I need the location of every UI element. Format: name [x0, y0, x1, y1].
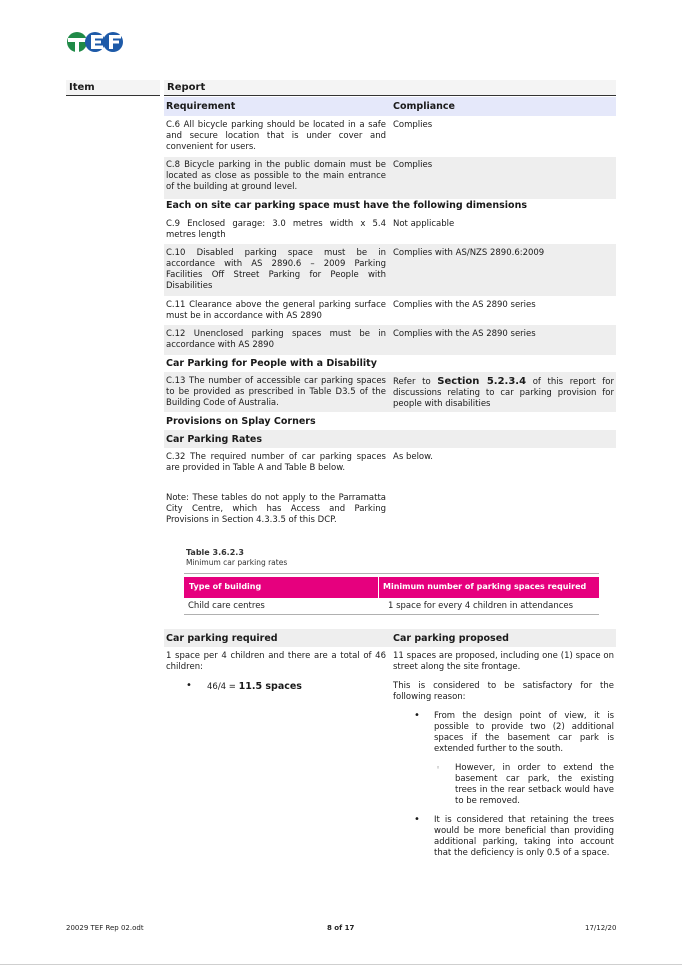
- reason-bullet-2: It is considered that retaining the trees would be more beneficial than providing additional parking, taking into account that the deficiency is only 0.5 of a space.: [434, 815, 614, 858]
- sub-bullet-icon: ◦: [436, 764, 441, 772]
- note-text: Note: These tables do not apply to the Parramatta City Centre, which has Access and Parking Provisions in Section 4.3.3.5 of this DCP.: [166, 493, 386, 525]
- c8-compliance: Complies: [393, 160, 433, 170]
- tef-logo: [66, 31, 124, 53]
- compliance-heading: Compliance: [393, 101, 455, 112]
- c11-requirement: C.11 Clearance above the general parking surface must be in accordance with AS 2890: [166, 300, 386, 321]
- bullet-icon: •: [414, 814, 420, 825]
- inset-table-title: Table 3.6.2.3: [186, 548, 244, 557]
- inset-table-row-type: Child care centres: [188, 601, 265, 611]
- footer-page-number: 8 of 17: [327, 924, 355, 932]
- rates-heading: Car Parking Rates: [166, 434, 262, 445]
- c11-compliance: Complies with the AS 2890 series: [393, 300, 536, 310]
- inset-table-divider: [378, 577, 379, 598]
- bullet-icon: •: [186, 680, 192, 691]
- c9-compliance: Not applicable: [393, 219, 455, 229]
- c8-requirement: C.8 Bicycle parking in the public domain must be located as close as possible to the main entrance of the building at ground level.: [166, 160, 386, 192]
- c32-requirement: C.32 The required number of car parking spaces are provided in Table A and Table B below.: [166, 452, 386, 473]
- inset-table-header: [184, 577, 599, 598]
- requirement-heading: Requirement: [166, 101, 236, 112]
- satisfactory-text: This is considered to be satisfactory for the following reason:: [393, 681, 614, 702]
- footer-document-name: 20029 TEF Rep 02.odt: [66, 924, 144, 932]
- c6-requirement: C.6 All bicycle parking should be located in a safe and secure location that is under cover and convenient for users.: [166, 120, 386, 152]
- splay-corners-heading: Provisions on Splay Corners: [166, 416, 316, 427]
- c6-compliance: Complies: [393, 120, 433, 130]
- column-header-item: Item: [66, 80, 160, 96]
- inset-table-row-value: 1 space for every 4 children in attendances: [388, 601, 574, 611]
- dimensions-heading: Each on site car parking space must have the following dimensions: [166, 200, 527, 211]
- svg-text:TEF: TEF: [95, 52, 97, 53]
- c10-requirement: C.10 Disabled parking space must be in accordance with AS 2890.6 – 2009 Parking Facilities Off Street Parking for People with Disabilities: [166, 248, 386, 291]
- parking-required-text: 1 space per 4 children and there are a total of 46 children:: [166, 651, 386, 672]
- footer-date: 17/12/20: [585, 924, 617, 932]
- bullet-icon: •: [414, 710, 420, 721]
- inset-table-col2: Minimum number of parking spaces required: [383, 582, 587, 591]
- c12-requirement: C.12 Unenclosed parking spaces must be in accordance with AS 2890: [166, 329, 386, 350]
- parking-proposed-text: 11 spaces are proposed, including one (1) space on street along the site frontage.: [393, 651, 614, 672]
- c32-compliance: As below.: [393, 452, 434, 462]
- reason-sub-bullet: However, in order to extend the basement car park, the existing trees in the rear setback would have to be removed.: [455, 763, 614, 806]
- parking-required-heading: Car parking required: [166, 633, 278, 644]
- disability-heading: Car Parking for People with a Disability: [166, 358, 377, 369]
- section-reference: Section 5.2.3.4: [437, 376, 527, 387]
- inset-table-col1: Type of building: [189, 582, 262, 591]
- c13-requirement: C.13 The number of accessible car parking spaces to be provided as prescribed in Table D3.5 of the Building Code of Australia.: [166, 376, 386, 408]
- reason-bullet-1: From the design point of view, it is possible to provide two (2) additional spaces if the basement car park is extended further to the south.: [434, 711, 614, 754]
- c9-requirement: C.9 Enclosed garage: 3.0 metres width x 5.4 metres length: [166, 219, 386, 240]
- inset-table-top-rule: [184, 573, 599, 574]
- c12-compliance: Complies with the AS 2890 series: [393, 329, 536, 339]
- column-header-report: Report: [164, 80, 616, 96]
- inset-table-bottom-rule: [184, 614, 599, 615]
- parking-calculation: 46/4 = 11.5 spaces: [207, 681, 302, 692]
- c10-compliance: Complies with AS/NZS 2890.6:2009: [393, 248, 545, 258]
- parking-proposed-heading: Car parking proposed: [393, 633, 509, 644]
- inset-table-subtitle: Minimum car parking rates: [186, 558, 288, 567]
- c13-compliance: Refer to Section 5.2.3.4 of this report for discussions relating to car parking provision for people with disabilities: [393, 376, 614, 409]
